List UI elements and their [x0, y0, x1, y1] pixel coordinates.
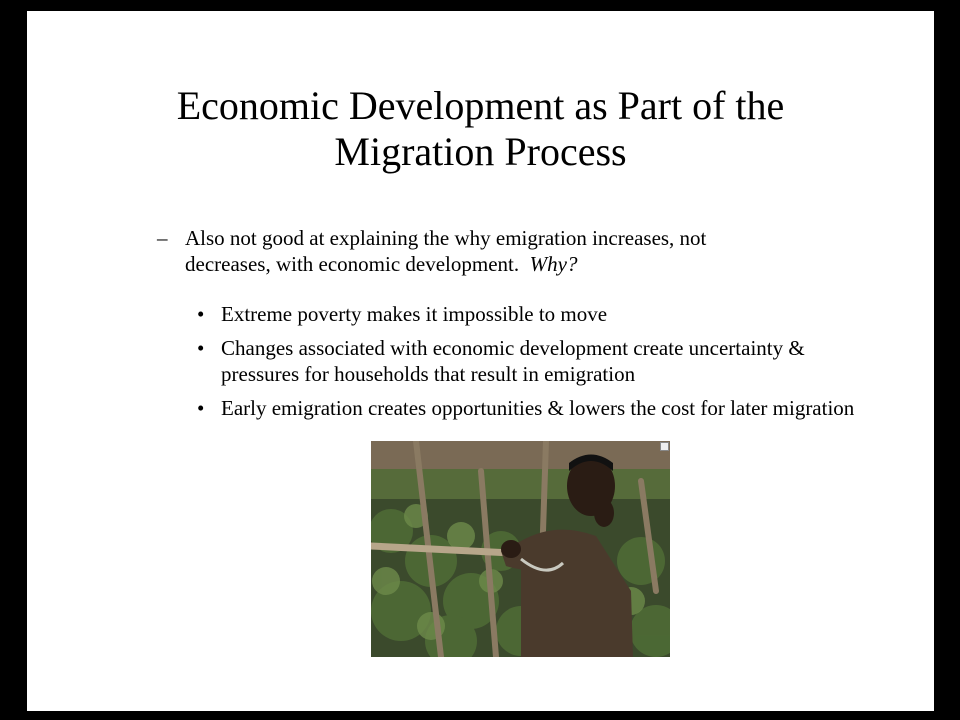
bullet-item	[197, 335, 857, 387]
title-line-2: Migration Process	[334, 129, 627, 174]
bullet-item	[197, 301, 857, 327]
bullet-item	[197, 395, 857, 421]
title-line-1: Economic Development as Part of the	[176, 83, 785, 128]
slide	[27, 11, 934, 711]
dash-item-body: Also not good at explaining the why emigration increases, not decreases, with economic development.	[185, 226, 707, 276]
bullet-text: Early emigration creates opportunities & lowers the cost for later migration	[221, 396, 855, 420]
photo-image	[371, 441, 670, 657]
bullet-text: Changes associated with economic development create uncertainty & pressures for households that result in emigration	[221, 336, 805, 386]
dash-item-text	[185, 225, 785, 277]
slide-title	[27, 83, 934, 175]
dash-marker: –	[157, 226, 168, 250]
image-placeholder-icon	[660, 442, 669, 451]
bullet-text: Extreme poverty makes it impossible to move	[221, 302, 608, 326]
bullet-dot: •	[197, 396, 205, 420]
bullet-list	[197, 301, 857, 429]
bullet-dot: •	[197, 302, 205, 326]
why-text: Why?	[529, 252, 578, 276]
photo-illustration	[371, 441, 670, 657]
bullet-dot: •	[197, 336, 205, 360]
